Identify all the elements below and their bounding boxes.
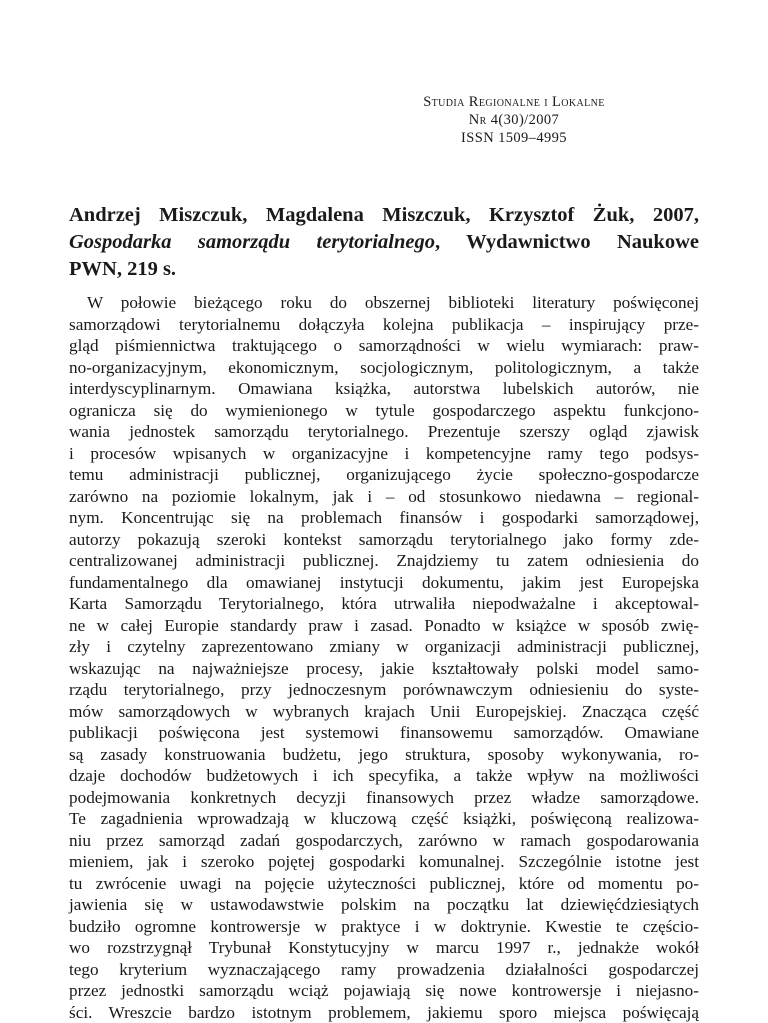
body-line: rządu terytorialnego, przy jednoczesnym porównawczym odniesieniu do syste- <box>69 679 699 701</box>
body-line: podejmowania konkretnych decyzji finansowych przez władze samorządowe. <box>69 787 699 809</box>
journal-name: Studia Regionalne i Lokalne <box>392 93 636 111</box>
body-line: interdyscyplinarnym. Omawiana książka, autorstwa lubelskich autorów, nie <box>69 378 699 400</box>
publisher: , Wydawnictwo Naukowe <box>435 231 699 253</box>
body-line: wania jednostek samorządu terytorialnego. Prezentuje szerszy ogląd zjawisk <box>69 421 699 443</box>
body-line: samorządowi terytorialnemu dołączyła kolejna publikacja – inspirujący prze- <box>69 314 699 336</box>
body-line: no-organizacyjnym, ekonomicznym, socjologicznym, politologicznym, a także <box>69 357 699 379</box>
body-line: budziło ogromne kontrowersje w praktyce i w doktrynie. Kwestie te częścio- <box>69 916 699 938</box>
title-authors-line: Andrzej Miszczuk, Magdalena Miszczuk, Krzysztof Żuk, 2007, <box>69 202 699 229</box>
body-line: są zasady konstruowania budżetu, jego struktura, sposoby wykonywania, ro- <box>69 744 699 766</box>
journal-issn: ISSN 1509–4995 <box>392 129 636 147</box>
title-book-line <box>69 229 699 256</box>
body-line: nym. Koncentrując się na problemach finansów i gospodarki samorządowej, <box>69 507 699 529</box>
body-line: i procesów wpisanych w organizacyjne i kompetencyjne ramy tego podsys- <box>69 443 699 465</box>
body-line: mieniem, jak i szeroko pojętej gospodarki komunalnej. Szczególnie istotne jest <box>69 851 699 873</box>
body-line: niu przez samorząd zadań gospodarczych, zarówno w ramach gospodarowania <box>69 830 699 852</box>
body-line: W połowie bieżącego roku do obszernej biblioteki literatury poświęconej <box>69 292 699 314</box>
body-line: przez jednostki samorządu wciąż pojawiają się nowe kontrowersje i niejasno- <box>69 980 699 1002</box>
journal-issue: Nr 4(30)/2007 <box>392 111 636 129</box>
body-line: ści. Wreszcie bardzo istotnym problemem, jakiemu sporo miejsca poświęcają <box>69 1002 699 1023</box>
body-line: temu administracji publicznej, organizującego życie społeczno-gospodarcze <box>69 464 699 486</box>
body-line: zarówno na poziomie lokalnym, jak i – od stosunkowo niedawna – regional- <box>69 486 699 508</box>
body-line: wo rozstrzygnął Trybunał Konstytucyjny w marcu 1997 r., jednakże wokół <box>69 937 699 959</box>
body-line: publikacji poświęcona jest systemowi finansowemu samorządów. Omawiane <box>69 722 699 744</box>
body-line: fundamentalnego dla omawianej instytucji dokumentu, jakim jest Europejska <box>69 572 699 594</box>
body-line: Te zagadnienia wprowadzają w kluczową część książki, poświęconą realizowa- <box>69 808 699 830</box>
body-line: centralizowanej administracji publicznej. Znajdziemy tu zatem odniesienia do <box>69 550 699 572</box>
body-line: tu zwrócenie uwagi na pojęcie użyteczności publicznej, które od momentu po- <box>69 873 699 895</box>
book-title: Gospodarka samorządu terytorialnego <box>69 231 435 253</box>
body-line: mów samorządowych w wybranych krajach Unii Europejskiej. Znacząca część <box>69 701 699 723</box>
review-title <box>69 202 699 283</box>
body-line: ne w całej Europie standardy praw i zasad. Ponadto w książce w sposób zwię- <box>69 615 699 637</box>
body-line: Karta Samorządu Terytorialnego, która utrwaliła niepodważalne i akceptowal- <box>69 593 699 615</box>
body-line: autorzy pokazują szeroki kontekst samorządu terytorialnego jako formy zde- <box>69 529 699 551</box>
review-body <box>69 292 699 1023</box>
title-pages-line: PWN, 219 s. <box>69 256 699 283</box>
body-line: tego kryterium wyznaczającego ramy prowadzenia działalności gospodarczej <box>69 959 699 981</box>
body-line: jawienia się w ustawodawstwie polskim na początku lat dziewięćdziesiątych <box>69 894 699 916</box>
body-line: dzaje dochodów budżetowych i ich specyfika, a także wpływ na możliwości <box>69 765 699 787</box>
body-line: zły i czytelny zaprezentowano zmiany w organizacji administracji publicznej, <box>69 636 699 658</box>
body-line: gląd piśmiennictwa traktującego o samorządności w wielu wymiarach: praw- <box>69 335 699 357</box>
body-line: ogranicza się do wymienionego w tytule gospodarczego aspektu funkcjono- <box>69 400 699 422</box>
body-line: wskazując na najważniejsze procesy, jakie kształtowały polski model samo- <box>69 658 699 680</box>
